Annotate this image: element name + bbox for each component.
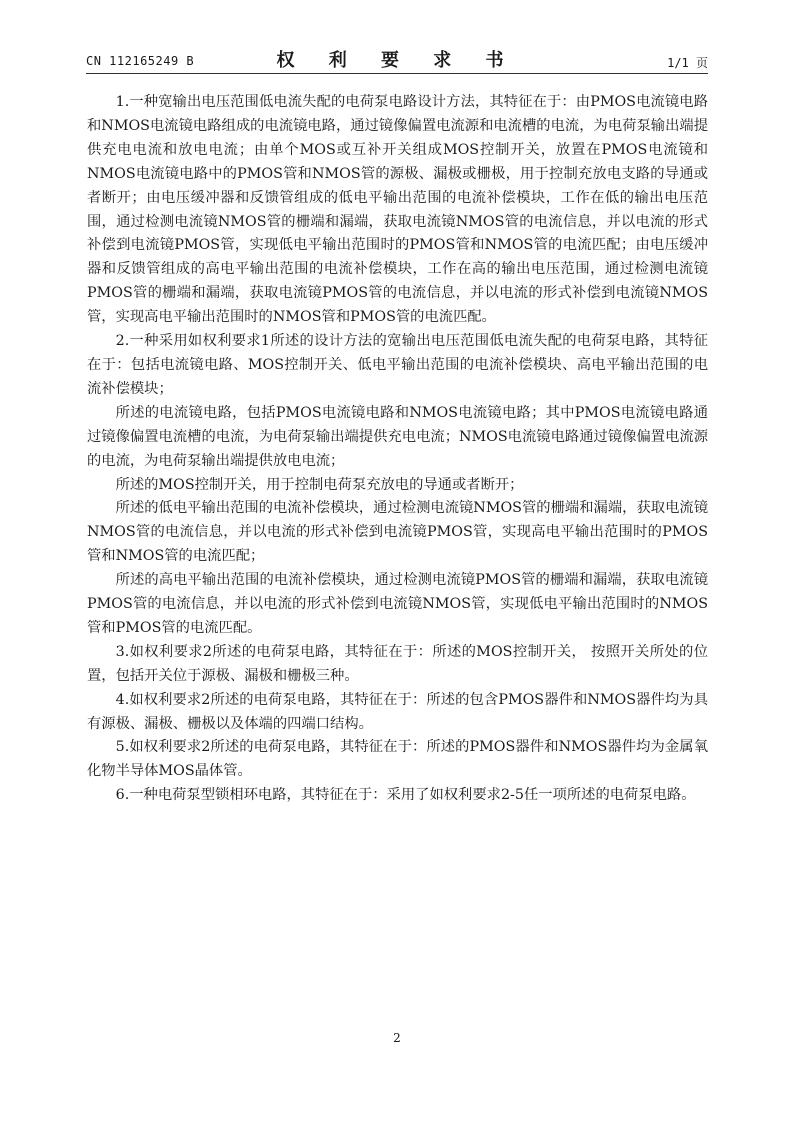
claim-2-mos-switch-paragraph: 所述的MOS控制开关，用于控制电荷泵充放电的导通或者断开； — [115, 476, 524, 493]
claim-2-current-mirror-paragraph: 所述的电流镜电路，包括PMOS电流镜电路和NMOS电流镜电路；其中PMOS电流镜电路通过镜像偏置电流槽的电流，为电荷泵输出端提供充电电流；NMOS电流镜电路通过镜像偏置电流源的电流，为电荷泵输出端提供放电电流； — [87, 404, 708, 469]
claim-2-low-level-module-paragraph: 所述的低电平输出范围的电流补偿模块，通过检测电流镜NMOS管的栅端和漏端，获取电流镜NMOS管的电流信息，并以电流的形式补偿到电流镜PMOS管，实现高电平输出范围时的PMOS管和NMOS管的电流匹配； — [87, 500, 708, 565]
claim-4-paragraph: 4.如权利要求2所述的电荷泵电路，其特征在于：所述的包含PMOS器件和NMOS器件均为具有源极、漏极、栅极以及体端的四端口结构。 — [87, 691, 708, 732]
claims-body — [87, 91, 708, 808]
publication-number: CN 112165249 B — [86, 54, 195, 68]
claim-2-paragraph: 2.一种采用如权利要求1所述的设计方法的宽输出电压范围低电流失配的电荷泵电路，其特征在于：包括电流镜电路、MOS控制开关、低电平输出范围的电流补偿模块、高电平输出范围的电流补偿模块； — [87, 333, 708, 397]
claim-6-paragraph: 6.一种电荷泵型锁相环电路，其特征在于：采用了如权利要求2-5任一项所述的电荷泵电路。 — [115, 787, 696, 804]
page-indicator: 1/1 页 — [667, 56, 708, 70]
claim-5-paragraph: 5.如权利要求2所述的电荷泵电路，其特征在于：所述的PMOS器件和NMOS器件均为金属氧化物半导体MOS晶体管。 — [87, 739, 708, 780]
page-header — [86, 46, 708, 72]
claim-2-high-level-module-paragraph: 所述的高电平输出范围的电流补偿模块，通过检测电流镜PMOS管的栅端和漏端，获取电流镜PMOS管的电流信息，并以电流的形式补偿到电流镜NMOS管，实现低电平输出范围时的NMOS管和PMOS管的电流匹配。 — [87, 572, 708, 636]
page-number: 2 — [393, 1031, 401, 1045]
document-title: 权 利 要 求 书 — [276, 50, 518, 71]
claim-1-paragraph: 1.一种宽输出电压范围低电流失配的电荷泵电路设计方法，其特征在于：由PMOS电流镜电路和NMOS电流镜电路组成的电流镜电路，通过镜像偏置电流源和电流槽的电流，为电荷泵输出端提供充电电流和放电电流；由单个MOS或互补开关组成MOS控制开关，放置在PMOS电流镜和NMOS电流镜电路中的PMOS管和NMOS管的源极、漏极或栅极，用于控制充放电支路的导通或者断开；由电压缓冲器和反馈管组成的低电平输出范围的电流补偿模块，工作在低的输出电压范围，通过检测电流镜NMOS管的栅端和漏端，获取电流镜NMOS管的电流信息，并以电流的形式补偿到电流镜PMOS管，实现低电平输出范围时的PMOS管和NMOS管的电流匹配；由电压缓冲器和反馈管组成的高电平输出范围的电流补偿模块，工作在高的输出电压范围，通过检测电流镜PMOS管的栅端和漏端，获取电流镜PMOS管的电流信息，并以电流的形式补偿到电流镜NMOS管，实现高电平输出范围时的NMOS管和PMOS管的电流匹配。 — [87, 94, 708, 326]
header-divider — [86, 73, 708, 74]
claim-3-paragraph: 3.如权利要求2所述的电荷泵电路，其特征在于：所述的MOS控制开关， 按照开关所处的位置，包括开关位于源极、漏极和栅极三种。 — [87, 643, 708, 684]
